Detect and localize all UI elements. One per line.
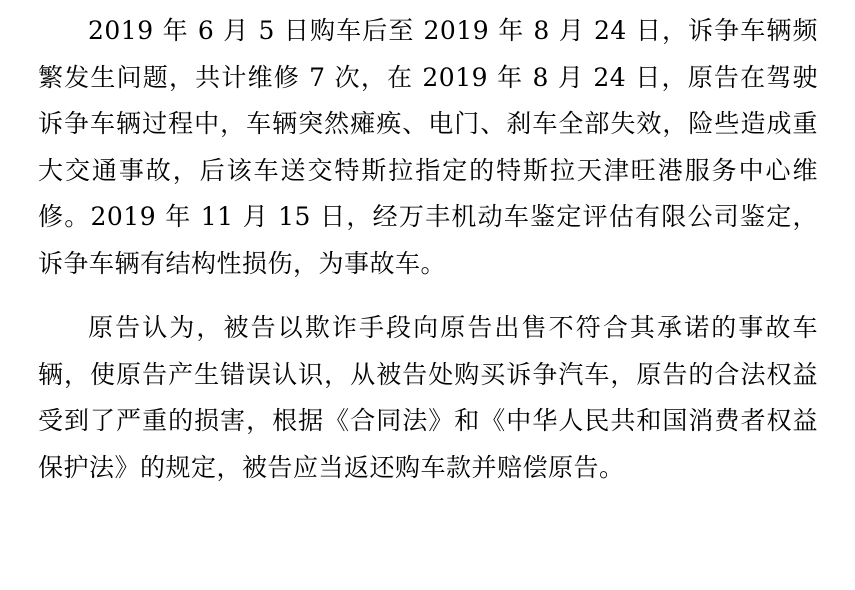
document-page [38, 8, 818, 491]
paragraph-vehicle-history: 2019 年 6 月 5 日购车后至 2019 年 8 月 24 日，诉争车辆频繁发生问题，共计维修 7 次，在 2019 年 8 月 24 日，原告在驾驶诉争车辆过程中，车辆突然瘫痪、电门、刹车全部失效，险些造成重大交通事故，后该车送交特斯拉指定的特斯拉天津旺港服务中心维修。2019 年 11 月 15 日，经万丰机动车鉴定评估有限公司鉴定，诉争车辆有结构性损伤，为事故车。 [38, 16, 818, 278]
paragraph-plaintiff-claim: 原告认为，被告以欺诈手段向原告出售不符合其承诺的事故车辆，使原告产生错误认识，从被告处购买诉争汽车，原告的合法权益受到了严重的损害，根据《合同法》和《中华人民共和国消费者权益保护法》的规定，被告应当返还购车款并赔偿原告。 [38, 313, 818, 482]
